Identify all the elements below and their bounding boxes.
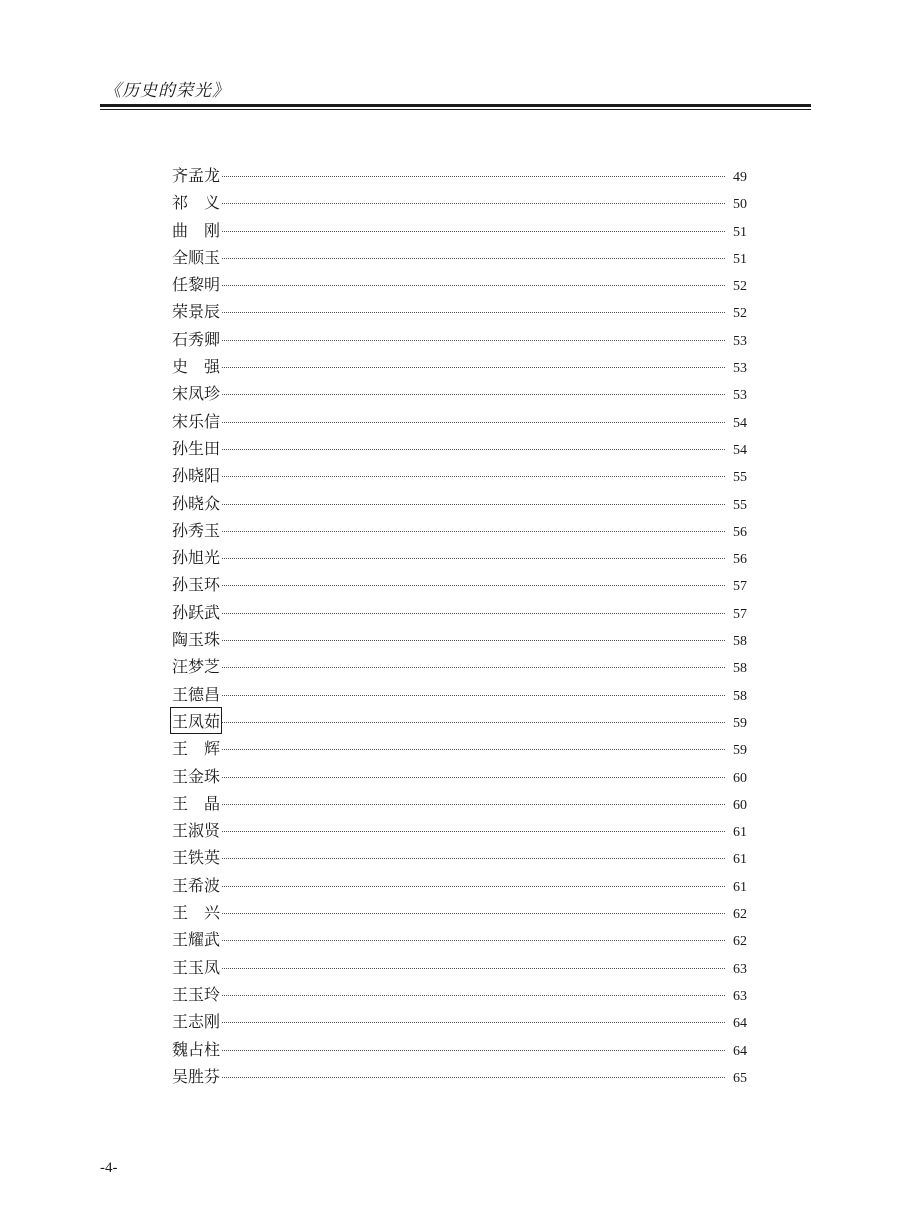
toc-entry bbox=[172, 764, 747, 791]
toc-name: 汪梦芝 bbox=[172, 657, 221, 677]
toc-page: 62 bbox=[733, 907, 747, 923]
toc-page: 59 bbox=[733, 743, 747, 759]
toc-entry bbox=[172, 900, 747, 927]
toc-entry bbox=[172, 818, 747, 845]
toc-name: 王希波 bbox=[172, 875, 221, 895]
dot-leader bbox=[222, 667, 725, 668]
toc-entry bbox=[172, 218, 747, 245]
dot-leader bbox=[222, 203, 725, 204]
toc-page: 51 bbox=[733, 251, 747, 267]
toc-name: 宋乐信 bbox=[172, 411, 221, 431]
toc-page: 55 bbox=[733, 470, 747, 486]
toc-entry bbox=[172, 299, 747, 326]
toc-page: 52 bbox=[733, 279, 747, 295]
toc-entry-highlighted bbox=[172, 709, 747, 736]
toc-name: 任黎明 bbox=[172, 275, 221, 295]
toc-entry bbox=[172, 955, 747, 982]
toc-page: 61 bbox=[733, 825, 747, 841]
toc-entry bbox=[172, 272, 747, 299]
dot-leader bbox=[222, 504, 725, 505]
toc-entry bbox=[172, 327, 747, 354]
dot-leader bbox=[222, 913, 725, 914]
toc-page: 56 bbox=[733, 524, 747, 540]
toc-page: 51 bbox=[733, 224, 747, 240]
toc-page: 64 bbox=[733, 1016, 747, 1032]
toc-page: 58 bbox=[733, 688, 747, 704]
toc-name: 王 兴 bbox=[172, 903, 221, 923]
toc-name-boxed: 王凤茹 bbox=[172, 709, 220, 732]
toc-name: 石秀卿 bbox=[172, 329, 221, 349]
toc-name: 王耀武 bbox=[172, 930, 221, 950]
toc-entry bbox=[172, 873, 747, 900]
dot-leader bbox=[222, 749, 725, 750]
dot-leader bbox=[222, 394, 725, 395]
table-of-contents bbox=[172, 163, 747, 1091]
toc-page: 59 bbox=[733, 715, 747, 731]
dot-leader bbox=[222, 285, 725, 286]
toc-page: 53 bbox=[733, 333, 747, 349]
toc-name: 荣景辰 bbox=[172, 302, 221, 322]
dot-leader bbox=[222, 585, 725, 586]
toc-page: 55 bbox=[733, 497, 747, 513]
toc-entry bbox=[172, 927, 747, 954]
toc-entry bbox=[172, 600, 747, 627]
dot-leader bbox=[222, 804, 725, 805]
dot-leader bbox=[222, 476, 725, 477]
toc-page: 52 bbox=[733, 306, 747, 322]
dot-leader bbox=[222, 777, 725, 778]
page-number: -4- bbox=[100, 1160, 118, 1176]
toc-entry bbox=[172, 491, 747, 518]
dot-leader bbox=[222, 1077, 725, 1078]
toc-name: 王 辉 bbox=[172, 739, 221, 759]
dot-leader bbox=[222, 258, 725, 259]
toc-entry bbox=[172, 381, 747, 408]
toc-name: 陶玉珠 bbox=[172, 630, 221, 650]
dot-leader bbox=[222, 449, 725, 450]
toc-entry bbox=[172, 463, 747, 490]
toc-page: 64 bbox=[733, 1043, 747, 1059]
toc-entry bbox=[172, 791, 747, 818]
toc-entry bbox=[172, 845, 747, 872]
toc-name: 王铁英 bbox=[172, 848, 221, 868]
toc-page: 60 bbox=[733, 797, 747, 813]
toc-entry bbox=[172, 545, 747, 572]
dot-leader bbox=[222, 995, 725, 996]
toc-name: 史 强 bbox=[172, 357, 221, 377]
toc-page: 57 bbox=[733, 606, 747, 622]
toc-page: 53 bbox=[733, 361, 747, 377]
toc-entry bbox=[172, 436, 747, 463]
dot-leader bbox=[222, 558, 725, 559]
toc-entry bbox=[172, 1009, 747, 1036]
toc-name: 孙玉环 bbox=[172, 575, 221, 595]
dot-leader bbox=[222, 613, 725, 614]
toc-name: 孙跃武 bbox=[172, 602, 221, 622]
toc-entry bbox=[172, 409, 747, 436]
dot-leader bbox=[222, 831, 725, 832]
toc-name: 王玉凤 bbox=[172, 957, 221, 977]
toc-entry bbox=[172, 518, 747, 545]
toc-entry bbox=[172, 354, 747, 381]
toc-name: 孙生田 bbox=[172, 438, 221, 458]
toc-name: 王 晶 bbox=[172, 793, 221, 813]
dot-leader bbox=[222, 367, 725, 368]
toc-name: 王德昌 bbox=[172, 684, 221, 704]
toc-entry bbox=[172, 1037, 747, 1064]
dot-leader bbox=[222, 1050, 725, 1051]
dot-leader bbox=[222, 722, 725, 723]
toc-page: 53 bbox=[733, 388, 747, 404]
dot-leader bbox=[222, 531, 725, 532]
toc-page: 50 bbox=[733, 197, 747, 213]
toc-entry bbox=[172, 1064, 747, 1091]
dot-leader bbox=[222, 312, 725, 313]
toc-name: 吴胜芬 bbox=[172, 1066, 221, 1086]
toc-page: 54 bbox=[733, 415, 747, 431]
toc-name: 王志刚 bbox=[172, 1012, 221, 1032]
toc-name: 孙晓阳 bbox=[172, 466, 221, 486]
toc-name: 祁 义 bbox=[172, 193, 221, 213]
toc-entry bbox=[172, 163, 747, 190]
toc-name: 孙旭光 bbox=[172, 548, 221, 568]
toc-page: 63 bbox=[733, 961, 747, 977]
toc-page: 49 bbox=[733, 170, 747, 185]
dot-leader bbox=[222, 940, 725, 941]
toc-name: 魏占柱 bbox=[172, 1039, 221, 1059]
dot-leader bbox=[222, 340, 725, 341]
header-rule-thick bbox=[100, 104, 811, 107]
toc-name: 曲 刚 bbox=[172, 220, 221, 240]
toc-entry bbox=[172, 682, 747, 709]
toc-page: 57 bbox=[733, 579, 747, 595]
toc-page: 54 bbox=[733, 442, 747, 458]
dot-leader bbox=[222, 176, 725, 177]
toc-name: 全顺玉 bbox=[172, 247, 221, 267]
dot-leader bbox=[222, 640, 725, 641]
toc-entry bbox=[172, 190, 747, 217]
toc-entry bbox=[172, 654, 747, 681]
toc-page: 60 bbox=[733, 770, 747, 786]
toc-name: 王金珠 bbox=[172, 766, 221, 786]
toc-entry bbox=[172, 736, 747, 763]
toc-entry bbox=[172, 245, 747, 272]
book-title: 《历史的荣光》 bbox=[104, 81, 230, 101]
toc-entry bbox=[172, 627, 747, 654]
dot-leader bbox=[222, 231, 725, 232]
toc-name: 孙秀玉 bbox=[172, 520, 221, 540]
dot-leader bbox=[222, 422, 725, 423]
toc-page: 58 bbox=[733, 634, 747, 650]
toc-name: 宋凤珍 bbox=[172, 384, 221, 404]
dot-leader bbox=[222, 695, 725, 696]
toc-page: 61 bbox=[733, 852, 747, 868]
toc-name: 王玉玲 bbox=[172, 984, 221, 1004]
toc-page: 62 bbox=[733, 934, 747, 950]
toc-name: 王淑贤 bbox=[172, 821, 221, 841]
toc-name: 孙晓众 bbox=[172, 493, 221, 513]
toc-entry bbox=[172, 572, 747, 599]
toc-page: 65 bbox=[733, 1070, 747, 1086]
dot-leader bbox=[222, 968, 725, 969]
toc-page: 58 bbox=[733, 661, 747, 677]
toc-page: 56 bbox=[733, 552, 747, 568]
dot-leader bbox=[222, 858, 725, 859]
toc-entry bbox=[172, 982, 747, 1009]
dot-leader bbox=[222, 886, 725, 887]
toc-page: 63 bbox=[733, 988, 747, 1004]
header-rule-thin bbox=[100, 109, 811, 110]
dot-leader bbox=[222, 1022, 725, 1023]
toc-page: 61 bbox=[733, 879, 747, 895]
toc-name: 齐孟龙 bbox=[172, 166, 221, 185]
